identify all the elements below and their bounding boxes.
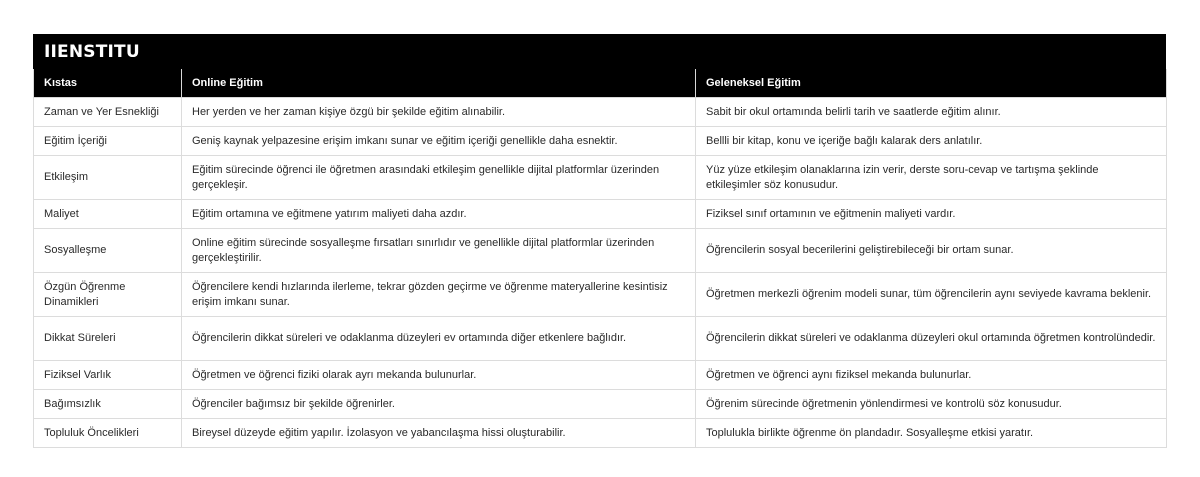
table-row xyxy=(34,156,1167,200)
cell-online: Bireysel düzeyde eğitim yapılır. İzolasyon ve yabancılaşma hissi oluşturabilir. xyxy=(182,419,696,448)
cell-criteria: Dikkat Süreleri xyxy=(34,317,182,361)
table-row xyxy=(34,273,1167,317)
cell-online: Eğitim ortamına ve eğitmene yatırım maliyeti daha azdır. xyxy=(182,200,696,229)
cell-criteria: Bağımsızlık xyxy=(34,390,182,419)
cell-online: Online eğitim sürecinde sosyalleşme fırsatları sınırlıdır ve genellikle dijital platformlar üzerinden gerçekleştirilir. xyxy=(182,229,696,273)
cell-online: Geniş kaynak yelpazesine erişim imkanı sunar ve eğitim içeriği genellikle daha esnektir. xyxy=(182,127,696,156)
cell-criteria: Eğitim İçeriği xyxy=(34,127,182,156)
table-title: IIENSTITU xyxy=(33,34,1166,69)
cell-online: Öğrenciler bağımsız bir şekilde öğrenirler. xyxy=(182,390,696,419)
table-row xyxy=(34,361,1167,390)
cell-traditional: Öğretmen merkezli öğrenim modeli sunar, tüm öğrencilerin aynı seviyede kavrama beklenir. xyxy=(696,273,1167,317)
cell-criteria: Özgün Öğrenme Dinamikleri xyxy=(34,273,182,317)
cell-criteria: Topluluk Öncelikleri xyxy=(34,419,182,448)
cell-online: Öğrencilerin dikkat süreleri ve odaklanma düzeyleri ev ortamında diğer etkenlere bağlıdır. xyxy=(182,317,696,361)
cell-traditional: Sabit bir okul ortamında belirli tarih ve saatlerde eğitim alınır. xyxy=(696,98,1167,127)
cell-traditional: Öğrenim sürecinde öğretmenin yönlendirmesi ve kontrolü söz konusudur. xyxy=(696,390,1167,419)
table-row xyxy=(34,317,1167,361)
table-row xyxy=(34,419,1167,448)
cell-traditional: Toplulukla birlikte öğrenme ön plandadır. Sosyalleşme etkisi yaratır. xyxy=(696,419,1167,448)
comparison-table-container xyxy=(33,34,1166,448)
cell-criteria: Etkileşim xyxy=(34,156,182,200)
table-row xyxy=(34,127,1167,156)
cell-criteria: Maliyet xyxy=(34,200,182,229)
table-row xyxy=(34,229,1167,273)
cell-traditional: Öğrencilerin dikkat süreleri ve odaklanma düzeyleri okul ortamında öğretmen kontrolündedir. xyxy=(696,317,1167,361)
cell-online: Eğitim sürecinde öğrenci ile öğretmen arasındaki etkileşim genellikle dijital platformlar üzerinden gerçekleşir. xyxy=(182,156,696,200)
cell-online: Öğretmen ve öğrenci fiziki olarak ayrı mekanda bulunurlar. xyxy=(182,361,696,390)
cell-traditional: Öğrencilerin sosyal becerilerini geliştirebileceği bir ortam sunar. xyxy=(696,229,1167,273)
cell-online: Öğrencilere kendi hızlarında ilerleme, tekrar gözden geçirme ve öğrenme materyallerine kesintisiz erişim imkanı sunar. xyxy=(182,273,696,317)
cell-traditional: Öğretmen ve öğrenci aynı fiziksel mekanda bulunurlar. xyxy=(696,361,1167,390)
cell-traditional: Bellli bir kitap, konu ve içeriğe bağlı kalarak ders anlatılır. xyxy=(696,127,1167,156)
table-row xyxy=(34,98,1167,127)
cell-traditional: Yüz yüze etkileşim olanaklarına izin verir, derste soru-cevap ve tartışma şeklinde etkileşimler söz konusudur. xyxy=(696,156,1167,200)
table-row xyxy=(34,200,1167,229)
cell-traditional: Fiziksel sınıf ortamının ve eğitmenin maliyeti vardır. xyxy=(696,200,1167,229)
cell-criteria: Fiziksel Varlık xyxy=(34,361,182,390)
comparison-table xyxy=(33,69,1167,448)
header-online: Online Eğitim xyxy=(182,69,696,98)
header-traditional: Geleneksel Eğitim xyxy=(696,69,1167,98)
header-criteria: Kıstas xyxy=(34,69,182,98)
header-row xyxy=(34,69,1167,98)
cell-criteria: Zaman ve Yer Esnekliği xyxy=(34,98,182,127)
cell-online: Her yerden ve her zaman kişiye özgü bir şekilde eğitim alınabilir. xyxy=(182,98,696,127)
table-row xyxy=(34,390,1167,419)
cell-criteria: Sosyalleşme xyxy=(34,229,182,273)
